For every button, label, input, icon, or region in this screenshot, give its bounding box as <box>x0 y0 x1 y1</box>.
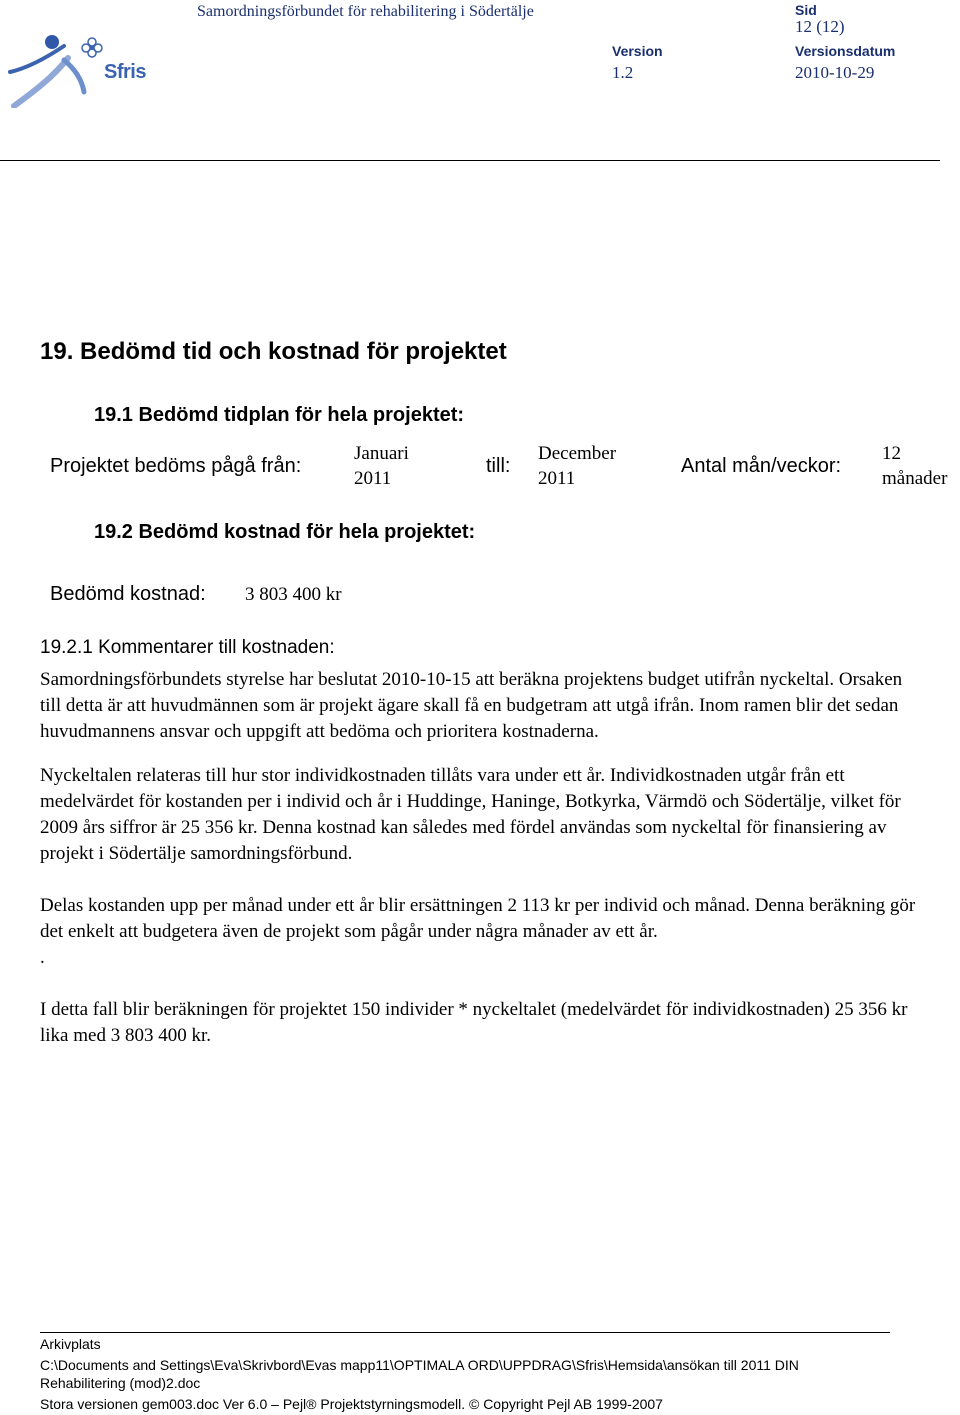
logo-text: Sfris <box>104 61 146 83</box>
version-value: 1.2 <box>612 63 634 82</box>
from-label: Projektet bedöms pågå från: <box>50 455 302 477</box>
paragraph: Samordningsförbundets styrelse har beslutat 2010-10-15 att beräkna projektens budget utifrån nyckeltal. Orsaken till detta är att huvudmännen som är projekt ägare skall få en budgetram att utgå ifrån. Inom ramen blir det sedan huvudmannens ansvar och uppgift att bedöma och prioritera kostnaderna. <box>40 669 903 742</box>
to-month: December <box>538 443 617 464</box>
to-year: 2011 <box>538 468 576 489</box>
sid-value: 12 (12) <box>795 17 845 36</box>
paragraph: Delas kostanden upp per månad under ett år blir ersättningen 2 113 kr per individ och månad. Denna beräkning gör det enkelt att budgetera även de projekt som pågår under några månader av ett år. <box>40 895 916 942</box>
template-note: Stora versionen gem003.doc Ver 6.0 – Pejl® Projektstyrningsmodell. © Copyright Pejl AB 1999-2007 <box>40 1396 663 1412</box>
versionsdatum-label: Versionsdatum <box>795 43 896 59</box>
count-label: Antal mån/veckor: <box>681 455 842 477</box>
sid-label: Sid <box>795 2 817 18</box>
archive-path: C:\Documents and Settings\Eva\Skrivbord\Evas mapp11\OPTIMALA ORD\UPPDRAG\Sfris\Hemsida\ansökan till 2011 DIN <box>40 1357 799 1373</box>
paragraph: . <box>40 947 45 968</box>
flower-icon <box>82 38 102 57</box>
versionsdatum-value: 2010-10-29 <box>795 63 875 82</box>
cost-heading: 19.2 Bedömd kostnad för hela projektet: <box>94 521 476 543</box>
comment-text <box>40 667 920 1049</box>
count-value: 12 <box>882 443 901 464</box>
from-year: 2011 <box>354 468 392 489</box>
version-label: Version <box>612 43 663 59</box>
archive-label: Arkivplats <box>40 1336 101 1352</box>
header-divider <box>0 160 940 161</box>
cost-value: 3 803 400 kr <box>245 584 342 605</box>
timeline-heading: 19.1 Bedömd tidplan för hela projektet: <box>94 404 465 426</box>
paragraph: I detta fall blir beräkningen för projektet 150 individer * nyckeltalet (medelvärdet för individkostnaden) 25 356 kr lika med 3 803 400 kr. <box>40 999 908 1046</box>
section-heading: 19. Bedömd tid och kostnad för projektet <box>40 338 507 365</box>
from-month: Januari <box>354 443 409 464</box>
archive-path-cont: Rehabilitering (mod)2.doc <box>40 1375 201 1391</box>
paragraph: Nyckeltalen relateras till hur stor individkostnaden tillåts vara under ett år. Individkostnaden utgår från ett medelvärdet för kostanden per i individ och år i Huddinge, Haninge, Botkyrka, Värmdö och Södertälje, vilket för 2009 års siffror är 25 356 kr. Denna kostnad kan således med fördel användas som nyckeltal för finansiering av projekt i Södertälje samordningsförbund. <box>40 765 901 864</box>
count-unit: månader <box>882 468 948 489</box>
to-label: till: <box>486 455 511 477</box>
organization-name: Samordningsförbundet för rehabilitering i Södertälje <box>197 3 534 20</box>
comments-heading: 19.2.1 Kommentarer till kostnaden: <box>40 637 335 658</box>
footer-divider <box>40 1332 890 1333</box>
cost-label: Bedömd kostnad: <box>50 583 206 605</box>
